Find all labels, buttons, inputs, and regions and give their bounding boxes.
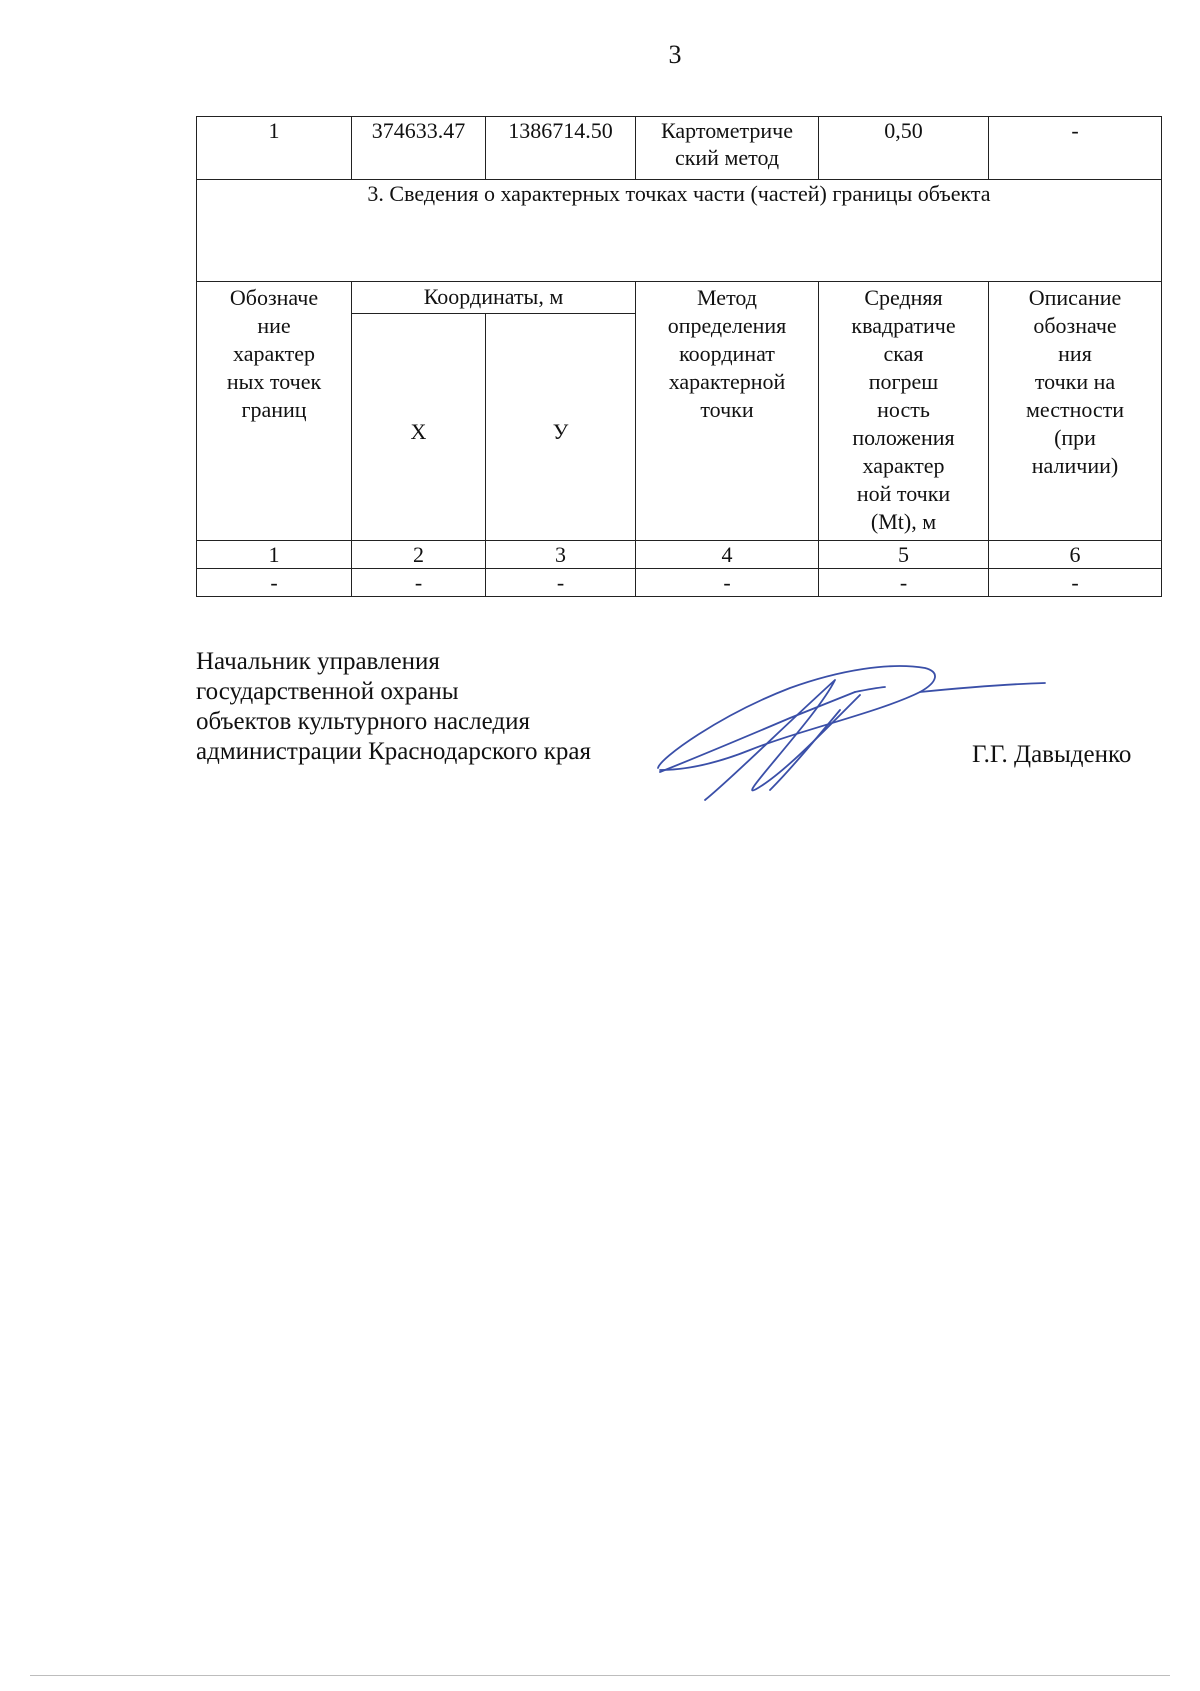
header-line: характер (862, 453, 945, 478)
section-title: 3. Сведения о характерных точках части (частей) границы объекта (197, 180, 1162, 282)
header-line: погреш (868, 369, 939, 394)
column-number: 5 (819, 541, 989, 569)
header-line: положения (852, 425, 955, 450)
header-line: ной точки (856, 481, 951, 506)
table-row-section (197, 180, 1162, 282)
signatory-name: Г.Г. Давыденко (972, 741, 1132, 768)
header-line: точки на (1034, 369, 1116, 394)
empty-cell: - (819, 569, 989, 597)
header-line: координат (679, 341, 775, 366)
cell-accuracy: 0,50 (819, 117, 989, 180)
header-line: квадратиче (851, 313, 956, 338)
header-line: Обозначе (229, 285, 319, 310)
header-method (636, 282, 819, 541)
cell-point: 1 (197, 117, 352, 180)
header-line: ние (257, 313, 291, 338)
empty-cell: - (352, 569, 486, 597)
header-line: характерной (668, 369, 786, 394)
header-accuracy (819, 282, 989, 541)
position-line: объектов культурного наследия (196, 708, 530, 735)
header-x: Х (352, 314, 486, 541)
cell-method (636, 117, 819, 180)
header-line: Метод (697, 285, 757, 310)
method-line: ский метод (674, 145, 780, 170)
page-bottom-rule (30, 1675, 1170, 1676)
empty-cell: - (197, 569, 352, 597)
cell-x: 374633.47 (352, 117, 486, 180)
header-line: ных точек (226, 369, 322, 394)
header-coordinates: Координаты, м (352, 282, 636, 314)
header-lines (989, 282, 1161, 480)
table-header-row (197, 282, 1162, 314)
column-number: 2 (352, 541, 486, 569)
header-description (989, 282, 1162, 541)
header-line: характер (232, 341, 316, 366)
header-line: наличии) (1031, 453, 1119, 478)
header-point-designation (197, 282, 352, 541)
table-row-column-numbers (197, 541, 1162, 569)
position-line: государственной охраны (196, 678, 459, 705)
position-line: администрации Краснодарского края (196, 738, 592, 765)
boundary-points-table (196, 116, 1162, 597)
column-number: 6 (989, 541, 1162, 569)
header-line: определения (667, 313, 787, 338)
header-line: ская (883, 341, 924, 366)
table-row-empty (197, 569, 1162, 597)
header-lines (636, 282, 818, 424)
table-row-first-point (197, 117, 1162, 180)
header-line: обозначе (1033, 313, 1117, 338)
cell-y: 1386714.50 (486, 117, 636, 180)
position-line: Начальник управления (196, 648, 440, 675)
empty-cell: - (636, 569, 819, 597)
header-line: (при (1054, 425, 1096, 450)
method-line: Картометриче (661, 118, 793, 143)
cell-description: - (989, 117, 1162, 180)
empty-cell: - (486, 569, 636, 597)
column-number: 1 (197, 541, 352, 569)
header-line: (Mt), м (870, 509, 937, 534)
header-line: границ (241, 397, 307, 422)
header-line: точки (700, 397, 754, 422)
header-line: Описание (1028, 285, 1122, 310)
signatory-position (196, 647, 591, 767)
header-y: У (486, 314, 636, 541)
header-line: ность (877, 397, 930, 422)
header-lines (819, 282, 988, 536)
handwritten-signature (650, 660, 1050, 810)
header-line: местности (1025, 397, 1125, 422)
empty-cell: - (989, 569, 1162, 597)
column-number: 4 (636, 541, 819, 569)
column-number: 3 (486, 541, 636, 569)
header-line: ния (1058, 341, 1092, 366)
header-line: Средняя (864, 285, 943, 310)
header-lines (197, 282, 351, 424)
page-number: 3 (668, 40, 682, 69)
